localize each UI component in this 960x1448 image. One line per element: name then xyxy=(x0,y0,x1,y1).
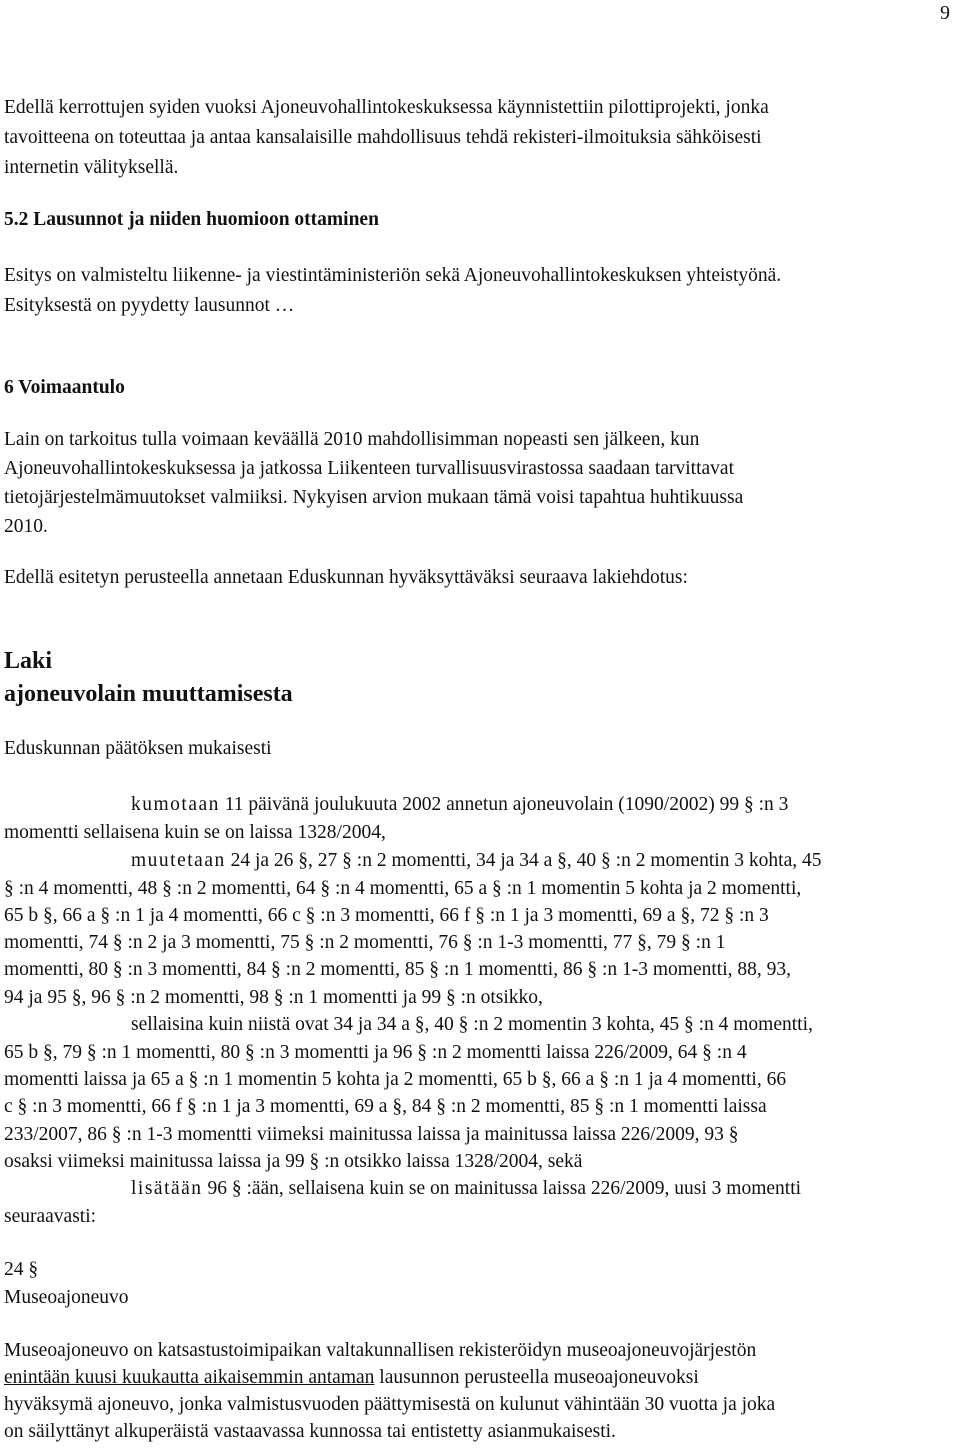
amendment-kumotaan: kumotaan 11 päivänä joulukuuta 2002 annetun ajoneuvolain (1090/2002) 99 § :n 3 xyxy=(131,794,789,815)
paragraph-line: Edellä esitetyn perusteella annetaan Eduskunnan hyväksyttäväksi seuraava lakiehdotus: xyxy=(4,567,688,588)
section-24-line: enintään kuusi kuukautta aikaisemmin antaman lausunnon perusteella museoajoneuvoksi xyxy=(4,1367,699,1388)
intro-line: internetin välityksellä. xyxy=(4,157,179,178)
amendment-line: momentti, 74 § :n 2 ja 3 momentti, 75 § :n 2 momentti, 76 § :n 1-3 momentti, 77 §, 79 § :n 1 xyxy=(4,932,726,953)
section-24-line: hyväksymä ajoneuvo, jonka valmistusvuoden päättymisestä on kulunut vähintään 30 vuotta ja joka xyxy=(4,1394,776,1415)
law-preamble: Eduskunnan päätöksen mukaisesti xyxy=(4,738,272,759)
amendment-line: § :n 4 momentti, 48 § :n 2 momentti, 64 § :n 4 momentti, 65 a § :n 1 momentin 5 kohta ja 2 momentti, xyxy=(4,878,802,899)
paragraph-line: Esitys on valmisteltu liikenne- ja viestintäministeriön sekä Ajoneuvohallintokeskuksen yhteistyönä. xyxy=(4,265,782,286)
paragraph-line: Ajoneuvohallintokeskuksessa ja jatkossa Liikenteen turvallisuusvirastossa saadaan tarvittavat xyxy=(4,458,734,479)
intro-line: Edellä kerrottujen syiden vuoksi Ajoneuvohallintokeskuksessa käynnistettiin pilottiprojekti, jonka xyxy=(4,97,769,118)
page-number: 9 xyxy=(940,2,950,24)
amendment-lisataan: lisätään 96 § :ään, sellaisena kuin se on mainitussa laissa 226/2009, uusi 3 momentti xyxy=(131,1178,802,1199)
amendment-line: c § :n 3 momentti, 66 f § :n 1 ja 3 momentti, 69 a §, 84 § :n 2 momentti, 85 § :n 1 momentti laissa xyxy=(4,1096,767,1117)
amendment-muutetaan: muutetaan 24 ja 26 §, 27 § :n 2 momentti, 34 ja 34 a §, 40 § :n 2 momentin 3 kohta, 45 xyxy=(131,850,822,871)
amendment-sellaisina: sellaisina kuin niistä ovat 34 ja 34 a §, 40 § :n 2 momentin 3 kohta, 45 § :n 4 momentti, xyxy=(131,1014,813,1035)
paragraph-line: 2010. xyxy=(4,516,48,537)
amendment-line: 233/2007, 86 § :n 1-3 momentti viimeksi mainitussa laissa ja mainitussa laissa 226/2009, 93 § xyxy=(4,1124,739,1145)
section-number-24: 24 § xyxy=(4,1259,39,1280)
paragraph-line: tietojärjestelmämuutokset valmiiksi. Nykyisen arvion mukaan tämä voisi tapahtua huhtikuussa xyxy=(4,487,744,508)
law-title: Laki xyxy=(4,648,53,674)
section-24-line: on säilyttänyt alkuperäistä vastaavassa kunnossa tai entistetty asianmukaisesti. xyxy=(4,1421,616,1442)
paragraph-line: Esityksestä on pyydetty lausunnot … xyxy=(4,295,295,316)
amendment-line: 65 b §, 79 § :n 1 momentti, 80 § :n 3 momentti ja 96 § :n 2 momentti laissa 226/2009, 64 § :n 4 xyxy=(4,1042,747,1063)
keyword-lisataan: lisätään xyxy=(131,1178,203,1199)
law-subtitle: ajoneuvolain muuttamisesta xyxy=(4,681,293,707)
section-heading-5-2: 5.2 Lausunnot ja niiden huomioon ottaminen xyxy=(4,209,379,230)
keyword-kumotaan: kumotaan xyxy=(131,794,220,815)
intro-line: tavoitteena on toteuttaa ja antaa kansalaisille mahdollisuus tehdä rekisteri-ilmoituksia sähköisesti xyxy=(4,127,762,148)
keyword-muutetaan: muutetaan xyxy=(131,850,226,871)
amendment-line: seuraavasti: xyxy=(4,1206,97,1227)
amendment-line: 65 b §, 66 a § :n 1 ja 4 momentti, 66 c § :n 3 momentti, 66 f § :n 1 ja 3 momentti, 69 a §, 72 § :n 3 xyxy=(4,905,769,926)
paragraph-line: Lain on tarkoitus tulla voimaan keväällä 2010 mahdollisimman nopeasti sen jälkeen, kun xyxy=(4,429,700,450)
amendment-line: momentti, 80 § :n 3 momentti, 84 § :n 2 momentti, 85 § :n 1 momentti, 86 § :n 1-3 momentti, 88, 93, xyxy=(4,959,792,980)
amendment-line: osaksi viimeksi mainitussa laissa ja 99 § :n otsikko laissa 1328/2004, sekä xyxy=(4,1151,583,1172)
section-title-museoajoneuvo: Museoajoneuvo xyxy=(4,1287,129,1308)
amendment-line: 94 ja 95 §, 96 § :n 2 momentti, 98 § :n 1 momentti ja 99 § :n otsikko, xyxy=(4,987,543,1008)
underlined-amendment-text: enintään kuusi kuukautta aikaisemmin antaman xyxy=(4,1367,375,1388)
amendment-line: momentti sellaisena kuin se on laissa 1328/2004, xyxy=(4,822,386,843)
amendment-line: momentti laissa ja 65 a § :n 1 momentin 5 kohta ja 2 momentti, 65 b §, 66 a § :n 1 ja 4 momentti, 66 xyxy=(4,1069,787,1090)
section-heading-6: 6 Voimaantulo xyxy=(4,377,125,398)
section-24-line: Museoajoneuvo on katsastustoimipaikan valtakunnallisen rekisteröidyn museoajoneuvojärjestön xyxy=(4,1340,757,1361)
